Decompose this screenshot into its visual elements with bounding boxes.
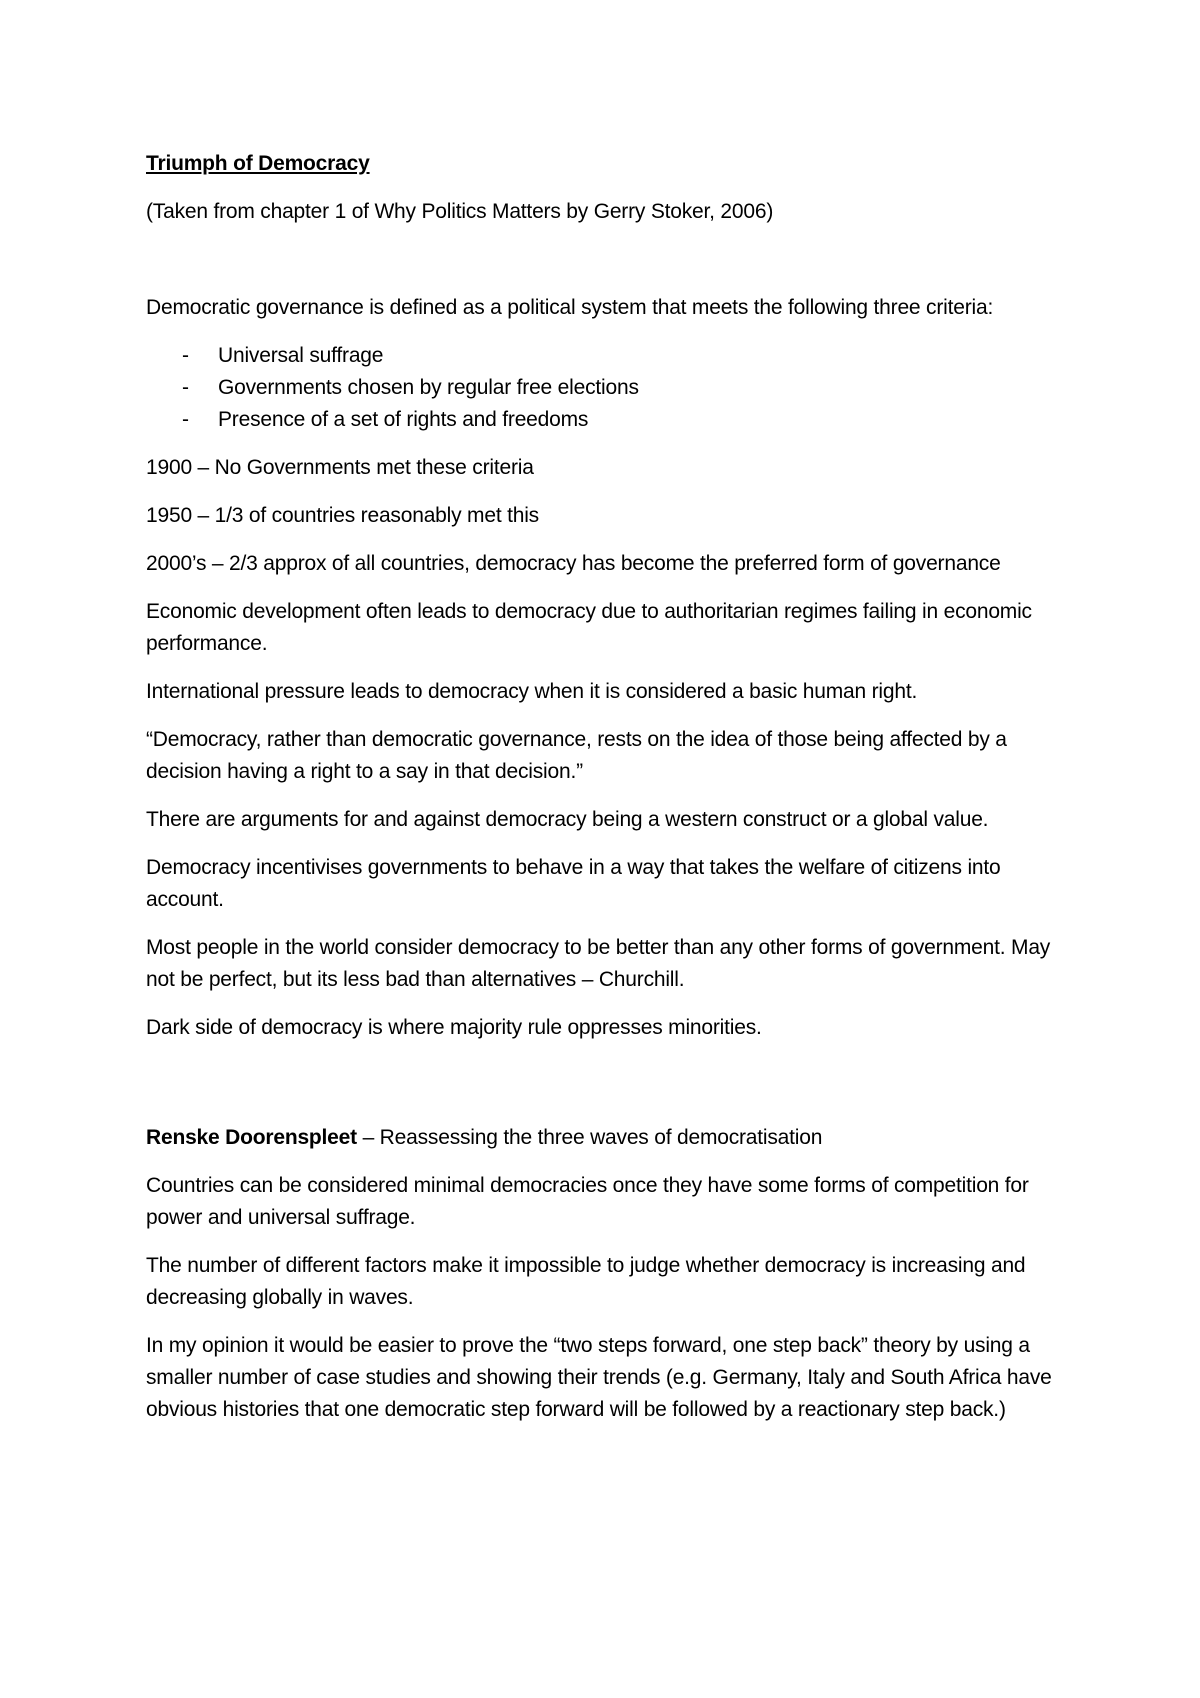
dash-bullet: - bbox=[182, 344, 189, 367]
list-item-text: Governments chosen by regular free elections bbox=[218, 376, 639, 399]
paragraph: International pressure leads to democracy when it is considered a basic human right. bbox=[146, 680, 918, 703]
source-citation: (Taken from chapter 1 of Why Politics Matters by Gerry Stoker, 2006) bbox=[146, 200, 774, 223]
section-heading bbox=[146, 1122, 1076, 1154]
list-item-text: Universal suffrage bbox=[218, 344, 384, 367]
criteria-list bbox=[146, 340, 1076, 436]
quote-paragraph: “Democracy, rather than democratic governance, rests on the idea of those being affected by a decision having a right to a say in that decision.” bbox=[146, 728, 1007, 783]
list-item bbox=[146, 340, 1076, 372]
paragraph: The number of different factors make it impossible to judge whether democracy is increasing and decreasing globally in waves. bbox=[146, 1254, 1026, 1309]
paragraph: Most people in the world consider democracy to be better than any other forms of government. May not be perfect, but its less bad than alternatives – Churchill. bbox=[146, 936, 1051, 991]
paragraph: 2000’s – 2/3 approx of all countries, democracy has become the preferred form of governance bbox=[146, 552, 1001, 575]
heading-subtitle: – Reassessing the three waves of democratisation bbox=[356, 1126, 823, 1149]
dash-bullet: - bbox=[182, 408, 189, 431]
paragraph: There are arguments for and against democracy being a western construct or a global value. bbox=[146, 808, 989, 831]
paragraph: In my opinion it would be easier to prove the “two steps forward, one step back” theory by using a smaller number of case studies and showing their trends (e.g. Germany, Italy and South Africa have obvious histories that one democratic step forward will be followed by a reactionary step back.) bbox=[146, 1334, 1052, 1421]
list-item bbox=[146, 372, 1076, 404]
section-title: Triumph of Democracy bbox=[146, 152, 370, 175]
author-name: Renske Doorenspleet bbox=[146, 1126, 357, 1149]
definition-paragraph: Democratic governance is defined as a political system that meets the following three criteria: bbox=[146, 296, 994, 319]
paragraph: 1950 – 1/3 of countries reasonably met this bbox=[146, 504, 539, 527]
paragraph: Countries can be considered minimal democracies once they have some forms of competition for power and universal suffrage. bbox=[146, 1174, 1029, 1229]
paragraph: 1900 – No Governments met these criteria bbox=[146, 456, 534, 479]
paragraph: Dark side of democracy is where majority rule oppresses minorities. bbox=[146, 1016, 762, 1039]
list-item bbox=[146, 404, 1076, 436]
paragraph: Economic development often leads to democracy due to authoritarian regimes failing in economic performance. bbox=[146, 600, 1032, 655]
paragraph: Democracy incentivises governments to behave in a way that takes the welfare of citizens into account. bbox=[146, 856, 1001, 911]
list-item-text: Presence of a set of rights and freedoms bbox=[218, 408, 589, 431]
document-body bbox=[146, 148, 1076, 1442]
dash-bullet: - bbox=[182, 376, 189, 399]
